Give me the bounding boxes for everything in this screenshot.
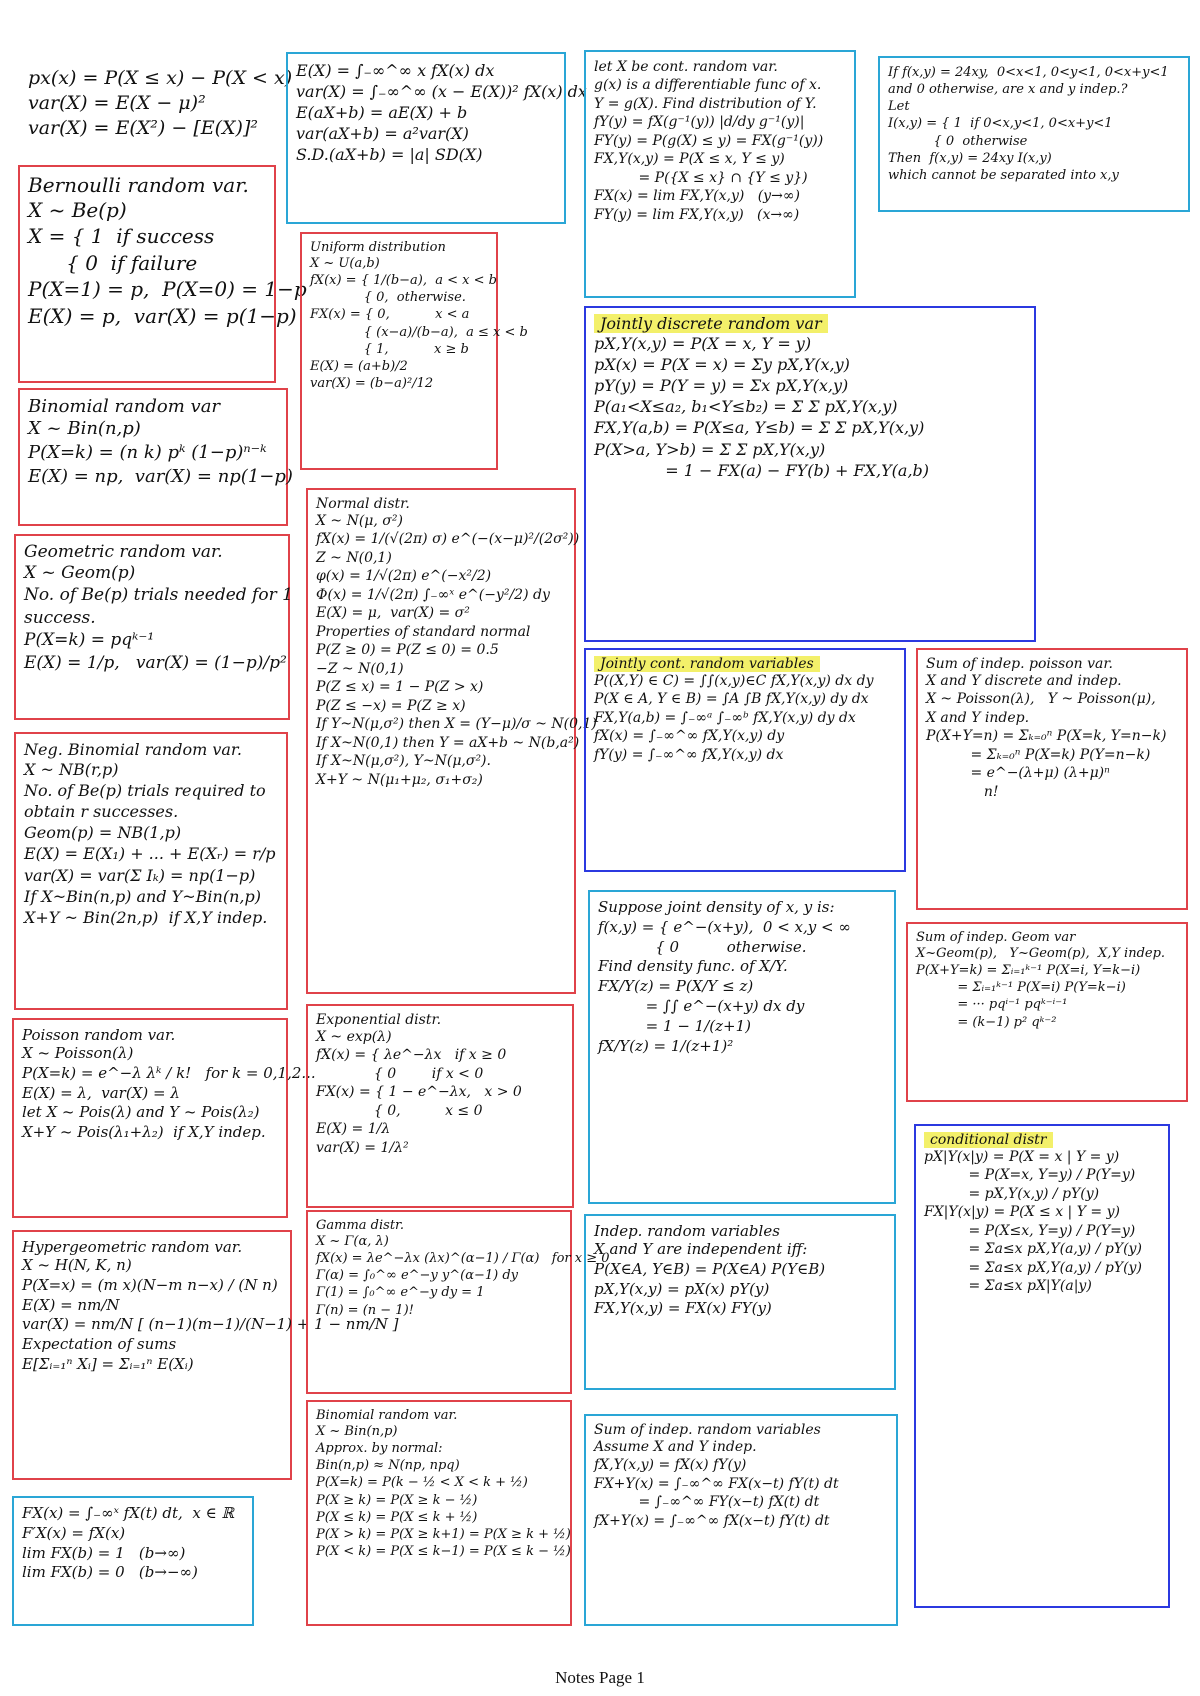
formula-line: pX,Y(x,y) = P(X = x, Y = y) [594,334,812,353]
formula-line: Let [888,99,910,115]
binomial-box [18,388,293,526]
formula-line: = Σa≤x pX|Y(a|y) [924,1278,1092,1295]
formula-line: Find density func. of X/Y. [598,957,788,976]
formula-line: { 0 otherwise [888,133,1028,149]
box-title: Geometric random var. [24,542,223,562]
formula-line: = ∫∫ e^−(x+y) dx dy [598,996,805,1015]
formula-line: P(X ≤ k) = P(X ≤ k + ½) [316,1509,478,1525]
formula-line: If f(x,y) = 24xy, 0<x<1, 0<y<1, 0<x+y<1 [888,65,1169,80]
formula-line: X ~ exp(λ) [316,1029,392,1045]
formula-line: Φ(x) = 1/√(2π) ∫₋∞ˣ e^(−y²/2) dy [316,586,550,603]
normal-box [306,488,597,994]
formula-line: FY(y) = lim FX,Y(x,y) (x→∞) [594,206,800,223]
formula-line: { (x−a)/(b−a), a ≤ x < b [310,324,528,340]
formula-line: S.D.(aX+b) = |a| SD(X) [296,145,483,165]
formula-line: If X~Bin(n,p) and Y~Bin(n,p) [24,886,261,906]
formula-line: fX(x) = λe^−λx (λx)^(α−1) / Γ(α) for x ≥ 0 [316,1251,610,1267]
conditional-box [914,1124,1170,1608]
formula-line: = pX,Y(x,y) / pY(y) [924,1185,1100,1202]
formula-line: P((X,Y) ∈ C) = ∫∫(x,y)∈C fX,Y(x,y) dx dy [594,673,874,689]
formula-line: X and Y are independent iff: [594,1240,808,1258]
box-title [924,1132,1160,1148]
formula-line: P(a₁<X≤a₂, b₁<Y≤b₂) = Σ Σ pX,Y(x,y) [594,397,898,417]
formula-line: = Σa≤x pX,Y(a,y) / pY(y) [924,1241,1142,1258]
continuous-transform-box [584,50,856,298]
formula-line: X+Y ~ Bin(2n,p) if X,Y indep. [24,907,268,927]
formula-line: E(X) = E(X₁) + ... + E(Xᵣ) = r/p [24,844,276,864]
formula-line: E(X) = (a+b)/2 [310,358,408,374]
formula-line: pX(x) = P(X = x) = Σy pX,Y(x,y) [594,355,850,375]
formula-line: { 0 if failure [28,250,198,275]
formula-line: P(X > k) = P(X ≥ k+1) = P(X ≥ k + ½) [316,1526,571,1542]
formula-line: Z ~ N(0,1) [316,549,392,566]
formula-line: pX,Y(x,y) = pX(x) pY(y) [594,1279,770,1298]
poisson-box [12,1018,316,1218]
formula-line: X ~ Be(p) [28,198,127,222]
formula-line: { 1, x ≥ b [310,341,469,357]
sum-poisson-box [916,648,1188,910]
bernoulli-box [18,165,307,383]
cdf-box [12,1496,254,1626]
formula-line: var(X) = E(X − μ)² [28,92,206,115]
formula-line: P(X ≥ k) = P(X ≥ k − ½) [316,1492,478,1508]
formula-line: X and Y indep. [926,709,1030,726]
formula-line: = P(X≤x, Y=y) / P(Y=y) [924,1222,1136,1239]
formula-line: var(X) = E(X²) − [E(X)]² [28,117,258,140]
formula-line: Properties of standard normal [316,623,531,640]
formula-line: φ(x) = 1/√(2π) e^(−x²/2) [316,568,492,585]
formula-line: f(x,y) = { e^−(x+y), 0 < x,y < ∞ [598,917,851,936]
box-title: Uniform distribution [310,240,446,255]
formula-line: P(Z ≤ −x) = P(Z ≥ x) [316,697,466,714]
formula-line: = 1 − FX(a) − FY(b) + FX,Y(a,b) [594,460,930,480]
geometric-box [14,534,293,720]
formula-line: = ∫₋∞^∞ FY(x−t) fX(t) dt [594,1494,820,1511]
formula-line: E(X) = np, var(X) = np(1−p) [28,465,293,487]
formula-line: fY(y) = ∫₋∞^∞ fX,Y(x,y) dx [594,746,784,763]
box-title [594,656,896,672]
formula-line: var(X) = nm/N [ (n−1)(m−1)/(N−1) + 1 − nm/N ] [22,1315,399,1334]
highlighted-title: Jointly cont. random variables [594,656,820,672]
formula-line: E(X) = ∫₋∞^∞ x fX(x) dx [296,61,495,80]
formula-line: Suppose joint density of x, y is: [598,898,835,916]
formula-line: X and Y discrete and indep. [926,673,1122,689]
formula-line: = 1 − 1/(z+1) [598,1016,751,1035]
formula-line: Assume X and Y indep. [594,1439,757,1455]
formula-line: X ~ H(N, K, n) [22,1256,132,1274]
formula-line: X ~ Poisson(λ) [22,1044,134,1062]
formula-line: FX/Y(z) = P(X/Y ≤ z) [598,977,754,996]
formula-line: FX|Y(x|y) = P(X ≤ x | Y = y) [924,1204,1120,1221]
formula-line: lim FX(b) = 1 (b→∞) [22,1543,186,1562]
formula-line: FX,Y(a,b) = P(X≤a, Y≤b) = Σ Σ pX,Y(x,y) [594,418,925,438]
formula-line: fX+Y(x) = ∫₋∞^∞ fX(x−t) fY(t) dt [594,1512,830,1529]
formula-line: pX|Y(x|y) = P(X = x | Y = y) [924,1149,1120,1165]
formula-line: fX(x) = { 1/(b−a), a < x < b [310,273,497,289]
formula-line: −Z ~ N(0,1) [316,660,404,677]
formula-line: = e^−(λ+μ) (λ+μ)ⁿ [926,765,1110,782]
formula-line: n! [926,783,999,800]
formula-line: { 0, x ≤ 0 [316,1102,483,1119]
formula-line: X ~ Bin(n,p) [316,1424,398,1439]
formula-line: X ~ Γ(α, λ) [316,1234,389,1249]
formula-line: FX,Y(x,y) = FX(x) FY(y) [594,1299,772,1318]
formula-line: = Σᵢ₌₁ᵏ⁻¹ P(X=i) P(Y=k−i) [916,980,1126,996]
formula-line: If Y~N(μ,σ²) then X = (Y−μ)/σ ~ N(0,1) [316,716,597,733]
box-title: Sum of indep. poisson var. [926,656,1113,672]
formula-line: pY(y) = P(Y = y) = Σx pX,Y(x,y) [594,376,849,396]
formula-line: P(X ∈ A, Y ∈ B) = ∫A ∫B fX,Y(x,y) dy dx [594,691,869,708]
formula-line: fX(x) = ∫₋∞^∞ fX,Y(x,y) dy [594,728,785,745]
density-ratio-box [588,890,896,1204]
formula-line: g(x) is a differentiable func of x. [594,77,822,94]
sum-geometric-box [906,922,1188,1102]
formula-line: X+Y ~ Pois(λ₁+λ₂) if X,Y indep. [22,1123,266,1142]
formula-line: X ~ NB(r,p) [24,760,119,779]
formula-line: fX,Y(x,y) = fX(x) fY(y) [594,1457,747,1474]
highlighted-title: conditional distr [924,1132,1053,1148]
box-title: Bernoulli random var. [28,173,249,197]
formula-line: X+Y ~ N(μ₁+μ₂, σ₁+σ₂) [316,771,483,788]
formula-line: X = { 1 if success [28,224,215,249]
independence-question-box [878,56,1190,212]
formula-line: P(Z ≤ x) = 1 − P(Z > x) [316,679,484,696]
formula-line: P(X=x) = (m x)(N−m n−x) / (N n) [22,1275,278,1294]
formula-line: let X ~ Pois(λ) and Y ~ Pois(λ₂) [22,1103,260,1122]
box-title: Indep. random variables [594,1222,780,1240]
formula-line: FX,Y(a,b) = ∫₋∞ᵃ ∫₋∞ᵇ fX,Y(x,y) dy dx [594,709,856,726]
formula-line: which cannot be separated into x,y [888,167,1119,183]
sum-independent-box [584,1414,898,1626]
box-title: Binomial random var. [316,1408,458,1423]
formula-line: FX(x) = { 0, x < a [310,307,470,323]
formula-line: E(X) = 1/λ [316,1121,391,1138]
formula-line: P(X=1) = p, P(X=0) = 1−p [28,277,307,302]
formula-line: E(X) = λ, var(X) = λ [22,1083,180,1102]
formula-line: P(X+Y=k) = Σᵢ₌₁ᵏ⁻¹ P(X=i, Y=k−i) [916,963,1141,979]
independent-box [584,1214,896,1390]
formula-line: Γ(1) = ∫₀^∞ e^−y dy = 1 [316,1285,485,1301]
formula-line: var(X) = 1/λ² [316,1139,409,1156]
box-title: Sum of indep. random variables [594,1422,821,1438]
box-title: Neg. Binomial random var. [24,740,242,759]
formula-line: No. of Be(p) trials needed for 1 [24,585,293,606]
formula-line: F′X(x) = fX(x) [22,1523,126,1542]
formula-line: FY(y) = P(g(X) ≤ y) = FX(g⁻¹(y)) [594,132,824,149]
formula-line: FX(x) = lim FX,Y(x,y) (y→∞) [594,188,800,205]
formula-line: = P({X ≤ x} ∩ {Y ≤ y}) [594,169,808,186]
formula-line: { 0, otherwise. [310,290,466,306]
formula-line: P(Z ≥ 0) = P(Z ≤ 0) = 0.5 [316,642,499,659]
formula-line: Γ(α) = ∫₀^∞ e^−y y^(α−1) dy [316,1268,519,1284]
formula-line: P(X=k) = pqᵏ⁻¹ [24,630,155,651]
formula-line: FX(x) = { 1 − e^−λx, x > 0 [316,1084,522,1101]
negative-binomial-box [14,732,288,1010]
formula-line: Geom(p) = NB(1,p) [24,823,182,843]
formula-line: X ~ N(μ, σ²) [316,513,403,529]
box-title: Normal distr. [316,496,410,512]
formula-line: { 0 otherwise. [598,937,807,956]
formula-line: fX(x) = 1/(√(2π) σ) e^(−(x−μ)²/(2σ²)) [316,531,580,548]
formula-line: P(X+Y=n) = Σₖ₌₀ⁿ P(X=k, Y=n−k) [926,728,1167,745]
formula-line: I(x,y) = { 1 if 0<x,y<1, 0<x+y<1 [888,116,1113,132]
formula-line: FX+Y(x) = ∫₋∞^∞ FX(x−t) fY(t) dt [594,1475,839,1492]
box-title: Binomial random var [28,396,221,417]
formula-line: var(aX+b) = a²var(X) [296,124,469,144]
formula-line: X~Geom(p), Y~Geom(p), X,Y indep. [916,946,1166,961]
binomial-normal-approx-box [306,1400,572,1626]
formula-line: var(X) = ∫₋∞^∞ (x − E(X))² fX(x) dx [296,82,587,102]
formula-line: E[Σᵢ₌₁ⁿ Xᵢ] = Σᵢ₌₁ⁿ E(Xᵢ) [22,1354,194,1373]
formula-line: = P(X=x, Y=y) / P(Y=y) [924,1167,1136,1184]
formula-line: E(X) = p, var(X) = p(1−p) [28,303,297,328]
jointly-discrete-box [584,306,1036,642]
box-title: Gamma distr. [316,1218,404,1233]
formula-line: = ··· pqⁱ⁻¹ pqᵏ⁻ⁱ⁻¹ [916,997,1068,1013]
formula-line: P(X=k) = e^−λ λᵏ / k! for k = 0,1,2... [22,1063,316,1082]
formula-line: Γ(n) = (n − 1)! [316,1302,414,1318]
formula-line: E(X) = μ, var(X) = σ² [316,605,470,622]
formula-line: = Σa≤x pX,Y(a,y) / pY(y) [924,1259,1142,1276]
formula-line: Bin(n,p) ≈ N(np, npq) [316,1458,460,1474]
box-title: Sum of indep. Geom var [916,930,1076,945]
formula-line: = Σₖ₌₀ⁿ P(X=k) P(Y=n−k) [926,746,1151,763]
formula-line: Y = g(X). Find distribution of Y. [594,95,817,112]
formula-line: lim FX(b) = 0 (b→−∞) [22,1563,198,1582]
page-footer: Notes Page 1 [555,1668,645,1687]
formula-line: obtain r successes. [24,802,179,822]
formula-line: P(X < k) = P(X ≤ k−1) = P(X ≤ k − ½) [316,1544,571,1560]
formula-line: P(X=k) = (n k) pᵏ (1−p)ⁿ⁻ᵏ [28,441,267,463]
expectation-box [286,52,587,224]
uniform-box [300,232,528,470]
pmf-variance-box [18,58,293,158]
exponential-box [306,1004,574,1208]
formula-line: = (k−1) p² qᵏ⁻² [916,1014,1057,1030]
formula-line: Then f(x,y) = 24xy I(x,y) [888,150,1052,166]
box-title: Poisson random var. [22,1026,176,1044]
formula-line: Approx. by normal: [316,1441,443,1457]
box-title: Exponential distr. [316,1012,442,1028]
formula-line: FX,Y(x,y) = P(X ≤ x, Y ≤ y) [594,151,785,168]
box-title [594,314,1026,333]
formula-line: E(X) = nm/N [22,1295,120,1314]
formula-line: px(x) = P(X ≤ x) − P(X < x) [28,67,293,89]
formula-line: var(X) = var(Σ Iₖ) = np(1−p) [24,865,256,885]
formula-line: X ~ Poisson(λ), Y ~ Poisson(μ), [926,691,1156,708]
formula-line: P(X>a, Y>b) = Σ Σ pX,Y(x,y) [594,439,826,459]
jointly-continuous-box [584,648,906,872]
formula-line: E(aX+b) = aE(X) + b [296,103,468,123]
formula-line: var(X) = (b−a)²/12 [310,376,434,392]
formula-line: fY(y) = fX(g⁻¹(y)) |d/dy g⁻¹(y)| [594,114,805,131]
formula-line: P(X=k) = P(k − ½ < X < k + ½) [316,1475,528,1491]
formula-line: success. [24,607,96,628]
formula-line: let X be cont. random var. [594,59,778,75]
formula-line: fX(x) = { λe^−λx if x ≥ 0 [316,1047,507,1064]
formula-line: fX/Y(z) = 1/(z+1)² [598,1036,734,1055]
formula-line: P(X∈A, Y∈B) = P(X∈A) P(Y∈B) [594,1259,826,1278]
formula-line: X ~ Bin(n,p) [28,418,141,439]
box-title: Hypergeometric random var. [22,1238,243,1256]
formula-line: X ~ U(a,b) [310,256,380,271]
formula-line: and 0 otherwise, are x and y indep.? [888,82,1128,98]
formula-line: E(X) = 1/p, var(X) = (1−p)/p² [24,652,287,673]
formula-line: FX(x) = ∫₋∞ˣ fX(t) dt, x ∈ ℝ [22,1504,234,1522]
formula-line: If X~N(0,1) then Y = aX+b ~ N(b,a²) [316,734,580,751]
highlighted-title: Jointly discrete random var [594,314,828,333]
gamma-box [306,1210,610,1394]
formula-line: No. of Be(p) trials required to [24,781,266,801]
formula-line: X ~ Geom(p) [24,563,136,583]
formula-line: { 0 if x < 0 [316,1065,484,1082]
formula-line: If X~N(μ,σ²), Y~N(μ,σ²). [316,753,491,770]
formula-line: Expectation of sums [22,1335,177,1354]
